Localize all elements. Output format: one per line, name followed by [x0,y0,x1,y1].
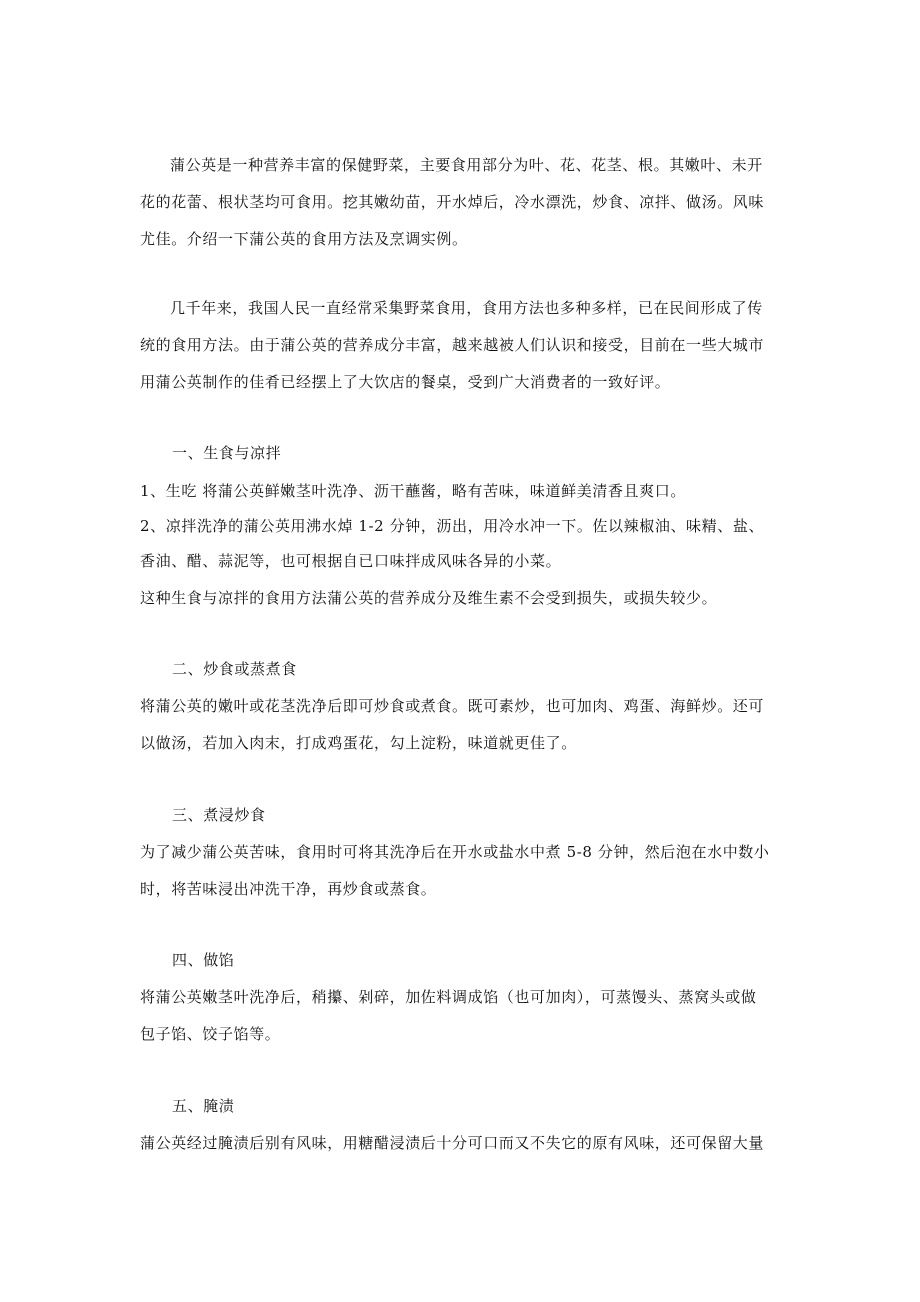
section-4-heading: 四、做馅 [172,951,235,969]
intro-1-line-1: 蒲公英是一种营养丰富的保健野菜，主要食用部分为叶、花、花茎、根。其嫩叶、未开 [170,156,763,174]
section-3-line-2: 时，将苦味浸出冲洗干净，再炒食或蒸食。 [140,880,437,898]
intro-1-line-2: 花的花蕾、根状茎均可食用。挖其嫩幼苗，开水焯后，冷水漂洗，炒食、凉拌、做汤。风味 [140,193,765,211]
section-4-line-1: 将蒲公英嫩茎叶洗净后，稍攥、剁碎，加佐料调成馅（也可加肉），可蒸馒头、蒸窝头或做 [140,988,757,1006]
section-1-line-2: 2、凉拌洗净的蒲公英用沸水焯 1-2 分钟，沥出，用冷水冲一下。佐以辣椒油、味精、盐、 [140,517,765,535]
section-3-line-1: 为了减少蒲公英苦味，食用时可将其洗净后在开水或盐水中煮 5-8 分钟，然后泡在水中数小 [140,843,770,861]
section-3-heading: 三、煮浸炒食 [172,806,266,824]
section-2-heading: 二、炒食或蒸煮食 [172,660,297,678]
section-1-line-4: 这种生食与凉拌的食用方法蒲公英的营养成分及维生素不会受到损失，或损失较少。 [140,589,718,607]
section-1-line-1: 1、生吃 将蒲公英鲜嫩茎叶洗净、沥干蘸酱，略有苦味，味道鲜美清香且爽口。 [140,482,686,500]
intro-2-line-3: 用蒲公英制作的佳肴已经摆上了大饮店的餐桌，受到广大消费者的一致好评。 [140,373,671,391]
section-1-heading: 一、生食与凉拌 [172,444,282,462]
section-1-line-3: 香油、醋、蒜泥等，也可根据自已口味拌成风味各异的小菜。 [140,552,562,570]
intro-2-line-1: 几千年来，我国人民一直经常采集野菜食用，食用方法也多种多样，已在民间形成了传 [170,299,763,317]
section-5-heading: 五、腌渍 [172,1097,235,1115]
section-2-line-2: 以做汤，若加入肉末，打成鸡蛋花，勾上淀粉，味道就更佳了。 [140,734,577,752]
section-5-line-1: 蒲公英经过腌渍后别有风味，用糖醋浸渍后十分可口而又不失它的原有风味，还可保留大量 [140,1134,765,1152]
intro-1-line-3: 尤佳。介绍一下蒲公英的食用方法及烹调实例。 [140,230,468,248]
section-2-line-1: 将蒲公英的嫩叶或花茎洗净后即可炒食或煮食。既可素炒，也可加肉、鸡蛋、海鲜炒。还可 [140,697,765,715]
section-4-line-2: 包子馅、饺子馅等。 [140,1025,281,1043]
intro-2-line-2: 统的食用方法。由于蒲公英的营养成分丰富，越来越被人们认识和接受，目前在一些大城市 [140,336,765,354]
